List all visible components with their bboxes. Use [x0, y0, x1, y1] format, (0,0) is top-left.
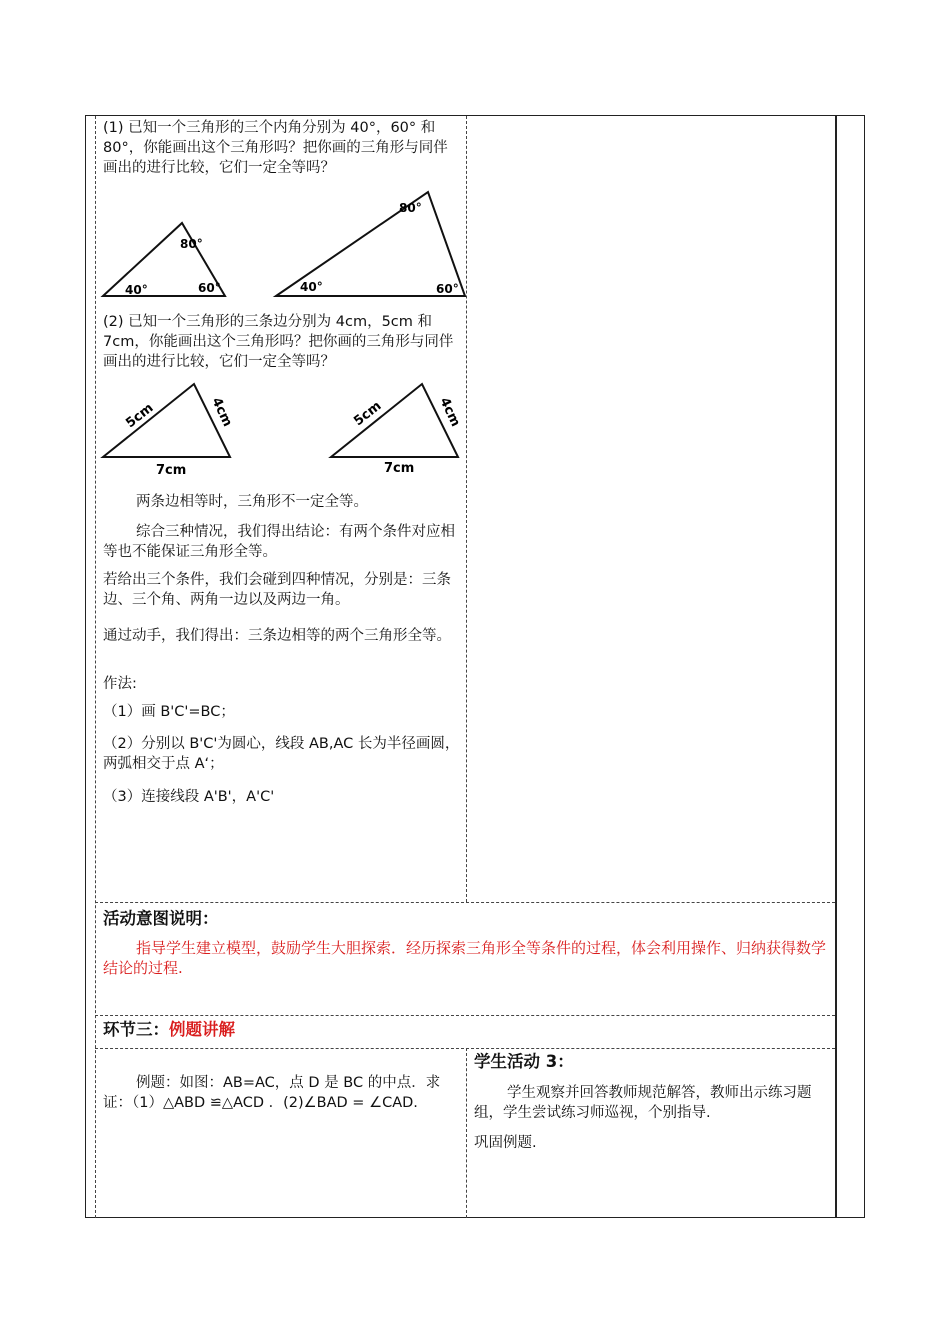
- large-angle-top: 80°: [399, 201, 422, 215]
- section-3-header: [103, 1019, 235, 1041]
- intent-title: 活动意图说明：: [103, 909, 219, 928]
- small-angle-right: 60°: [198, 281, 221, 295]
- triangle-b-side-right: 4cm: [436, 395, 463, 430]
- triangle-a-side-right: 4cm: [208, 395, 235, 430]
- student-activity-body: 学生观察并回答教师规范解答，教师出示练习题组，学生尝试练习师巡视，个别指导.: [474, 1085, 812, 1121]
- triangle-a-side-left: 5cm: [123, 400, 157, 432]
- method-step-2: （2）分别以 B'C'为圆心，线段 AB,AC 长为半径画圆，两弧相交于点 A‘；: [103, 736, 460, 772]
- row-divider-3: [95, 1048, 835, 1049]
- paragraph-three-sides: 通过动手，我们得出：三条边相等的两个三角形全等。: [103, 628, 451, 644]
- question-1: [103, 118, 460, 178]
- side-triangles: [100, 378, 470, 478]
- student-activity-title: 学生活动 3：: [474, 1052, 574, 1071]
- triangle-b-side-bottom: 7cm: [384, 461, 415, 476]
- small-angle-top: 80°: [180, 237, 203, 251]
- method-step-3: （3）连接线段 A'B'，A'C': [103, 789, 275, 805]
- paragraph-four-cases: 若给出三个条件，我们会碰到四种情况，分别是：三条边、三个角、两角一边以及两边一角。: [103, 572, 451, 608]
- method-step-1: （1）画 B'C'=BC；: [103, 704, 235, 720]
- small-angle-left: 40°: [125, 283, 148, 297]
- triangle-b-side-left: 5cm: [351, 398, 385, 430]
- paragraph-two-sides: 两条边相等时，三角形不一定全等。: [136, 494, 368, 510]
- triangle-a: [103, 384, 230, 457]
- example-problem: 例题：如图：AB=AC，点 D 是 BC 的中点．求证：（1）△ABD ≌△ACD ．(2)∠BAD = ∠CAD.: [103, 1075, 441, 1111]
- row-divider-2: [95, 1015, 835, 1016]
- question-2-text: (2) 已知一个三角形的三条边分别为 4cm，5cm 和 7cm，你能画出这个三角形吗？把你画的三角形与同伴画出的进行比较，它们一定全等吗？: [103, 314, 454, 370]
- inner-left-border: [95, 116, 96, 1218]
- section-3-label: 环节三：: [103, 1020, 169, 1039]
- triangle-a-side-bottom: 7cm: [156, 463, 187, 478]
- large-angle-left: 40°: [300, 280, 323, 294]
- method-title: 作法:: [103, 676, 137, 692]
- section-3-title: 例题讲解: [169, 1020, 235, 1039]
- question-2: [103, 312, 460, 372]
- paragraph-conclusion: 综合三种情况，我们得出结论：有两个条件对应相等也不能保证三角形全等。: [103, 524, 455, 560]
- right-column-border: [835, 115, 837, 1218]
- large-angle-right: 60°: [436, 282, 459, 296]
- student-activity-note: 巩固例题.: [474, 1135, 537, 1151]
- angle-triangles: [100, 188, 470, 303]
- triangle-b: [331, 384, 458, 457]
- question-1-text: (1) 已知一个三角形的三个内角分别为 40°，60° 和 80°，你能画出这个三角形吗？把你画的三角形与同伴画出的进行比较，它们一定全等吗？: [103, 120, 448, 176]
- row-divider-1: [95, 902, 835, 903]
- column-divider-bottom: [466, 1048, 467, 1218]
- intent-body: 指导学生建立模型，鼓励学生大胆探索．经历探索三角形全等条件的过程，体会利用操作、归纳获得数学结论的过程.: [103, 939, 827, 977]
